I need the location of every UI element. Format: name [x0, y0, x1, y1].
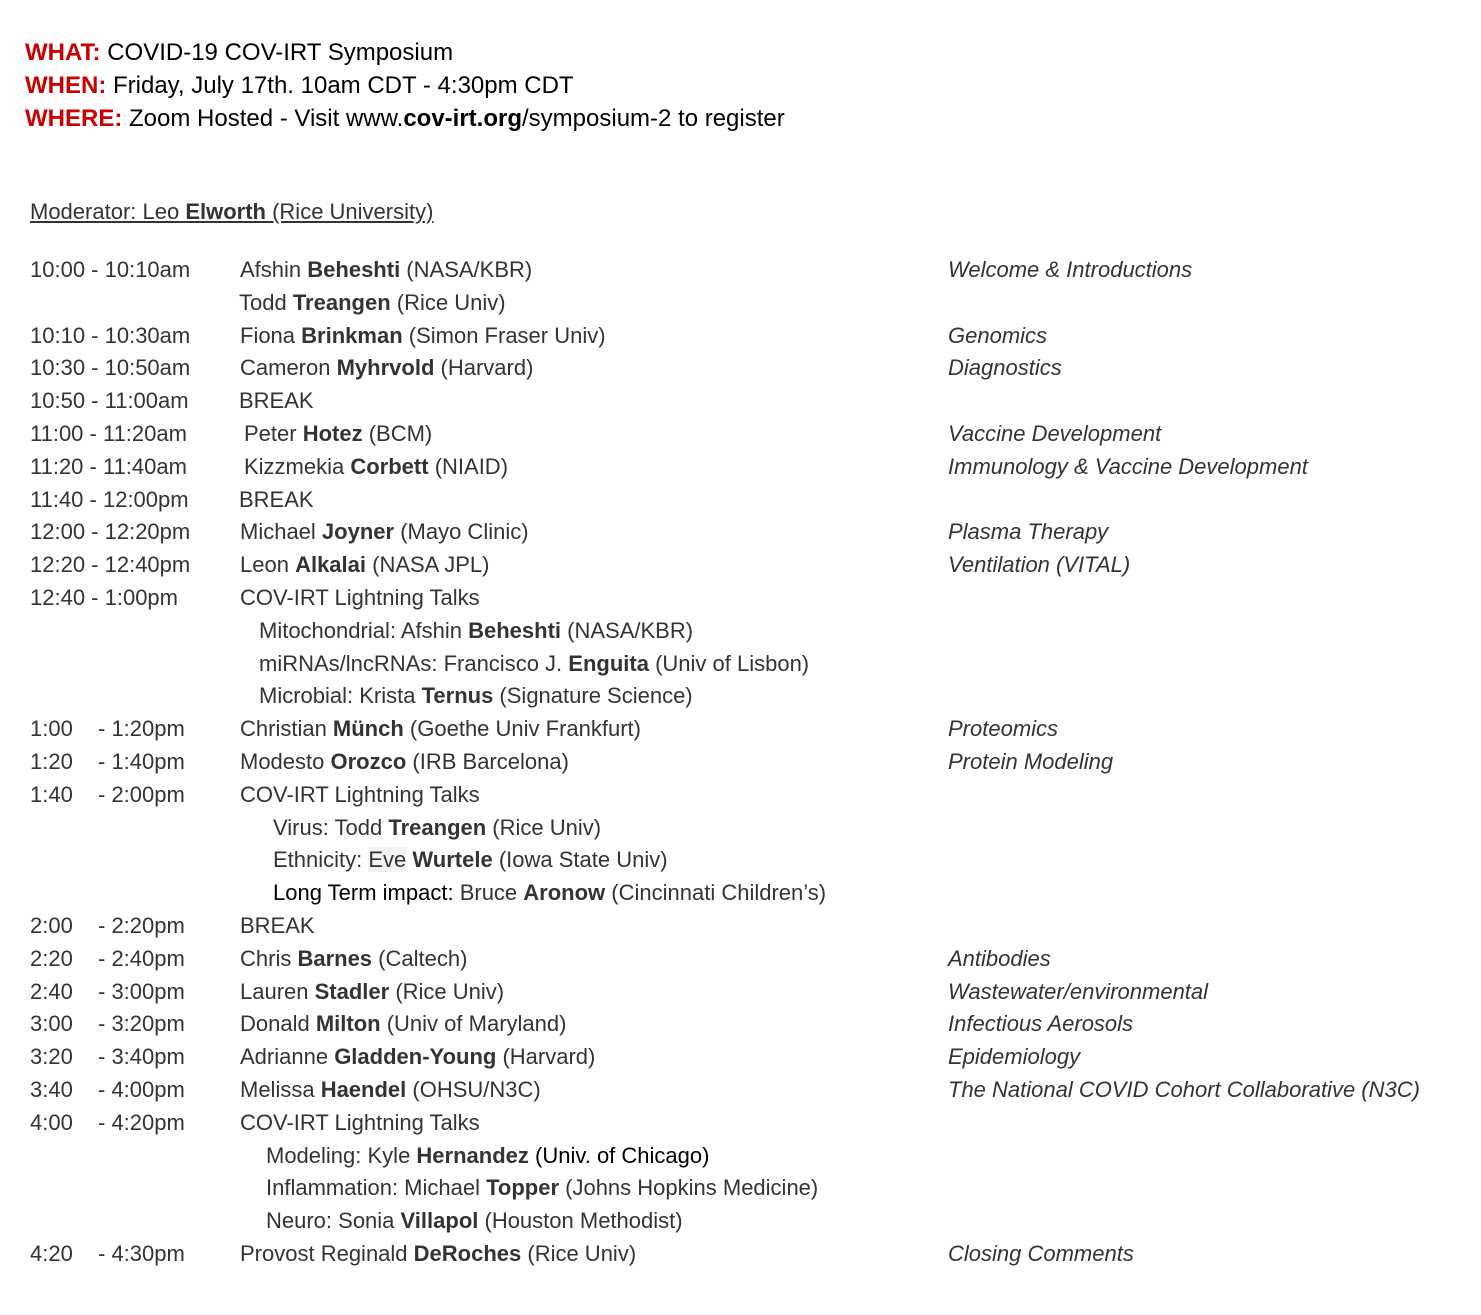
- speaker: [240, 943, 467, 976]
- speaker-first: Donald: [240, 1011, 316, 1037]
- time-slot: 10:00 - 10:10am: [30, 257, 191, 282]
- moderator-affiliation: (Rice University): [265, 199, 434, 224]
- session-topic: Welcome & Introductions: [948, 257, 1193, 282]
- talk-speaker-first: Inflammation: Michael: [266, 1175, 487, 1201]
- talk-speaker-last: Hernandez: [416, 1142, 529, 1168]
- lightning-talk: [266, 1140, 709, 1173]
- talk-speaker-first: Bruce: [453, 880, 524, 906]
- time-start: 4:00: [30, 1109, 73, 1135]
- talk-speaker-first: Neuro: Sonia: [266, 1208, 401, 1234]
- break-label: BREAK: [239, 388, 314, 414]
- talk-speaker-last: Villapol: [400, 1208, 479, 1234]
- lightning-talk: [259, 680, 693, 713]
- what-line: [25, 36, 785, 69]
- time-start: 3:40: [30, 1076, 73, 1102]
- time-start: 2:20: [30, 945, 73, 971]
- speaker: [240, 1041, 595, 1074]
- schedule-row: [0, 451, 1481, 484]
- lightning-talk-row: [0, 1205, 1481, 1238]
- when-line: [25, 69, 785, 102]
- schedule-row: [0, 943, 1481, 976]
- schedule-row: [0, 287, 1481, 320]
- break-label: BREAK: [240, 912, 315, 938]
- session-topic: Infectious Aerosols: [948, 1011, 1134, 1037]
- lightning-talk-row: [0, 615, 1481, 648]
- speaker: [240, 516, 529, 549]
- session-topic: Immunology & Vaccine Development: [948, 453, 1308, 479]
- schedule-row: [0, 1008, 1481, 1041]
- speaker: [239, 287, 506, 320]
- speaker-affiliation: (Harvard): [496, 1044, 596, 1070]
- talk-speaker-affiliation: (Houston Methodist): [478, 1208, 683, 1234]
- talk-speaker-last: Ternus: [421, 683, 494, 709]
- schedule-row: [0, 910, 1481, 943]
- schedule-row: [0, 352, 1481, 385]
- speaker-affiliation: (NASA/KBR): [400, 257, 533, 282]
- where-domain: cov-irt.org: [403, 105, 522, 132]
- where-suffix: /symposium-2 to register: [522, 105, 785, 132]
- time-end: - 3:00pm: [98, 978, 185, 1004]
- time-slot: 10:10 - 10:30am: [30, 322, 191, 348]
- what-label: WHAT:: [25, 39, 101, 66]
- moderator-line: [30, 197, 433, 227]
- speaker-last: Stadler: [314, 978, 390, 1004]
- session-topic: The National COVID Cohort Collaborative (N3C): [948, 1076, 1420, 1102]
- time-end: - 2:20pm: [98, 912, 185, 938]
- speaker-last: Orozco: [330, 748, 407, 774]
- schedule-row: [0, 320, 1481, 353]
- time-start: 1:20: [30, 748, 73, 774]
- time-slot: 10:30 - 10:50am: [30, 355, 191, 381]
- session-topic: Genomics: [948, 322, 1048, 348]
- speaker: [240, 976, 504, 1009]
- talk-speaker-affiliation: (Univ of Lisbon): [648, 650, 810, 676]
- talk-speaker-last: Wurtele: [412, 847, 493, 873]
- session-label: COV-IRT Lightning Talks: [240, 1109, 480, 1135]
- schedule-row: [0, 418, 1481, 451]
- time-end: - 4:00pm: [98, 1076, 185, 1102]
- time-end: - 3:40pm: [98, 1044, 185, 1070]
- time-start: 1:00: [30, 716, 73, 742]
- speaker-affiliation: (Simon Fraser Univ): [402, 322, 606, 348]
- session-topic: Plasma Therapy: [948, 519, 1109, 545]
- speaker: [240, 254, 532, 287]
- talk-speaker-affiliation: (NASA/KBR): [561, 617, 694, 643]
- schedule-row: [0, 1107, 1481, 1140]
- session-label: COV-IRT Lightning Talks: [240, 584, 480, 610]
- session-topic: Vaccine Development: [948, 420, 1162, 446]
- speaker-last: Myhrvold: [336, 355, 435, 381]
- talk-speaker-last: Beheshti: [468, 617, 562, 643]
- lightning-talk: [266, 1172, 818, 1205]
- speaker-first: Christian: [240, 716, 333, 742]
- schedule-row: [0, 254, 1481, 287]
- speaker-first: Leon: [240, 552, 296, 578]
- session-topic: Proteomics: [948, 716, 1059, 742]
- speaker-first: Afshin: [240, 257, 308, 282]
- speaker-affiliation: (Goethe Univ Frankfurt): [403, 716, 641, 742]
- speaker: [240, 746, 569, 779]
- time-slot: 11:40 - 12:00pm: [30, 486, 189, 512]
- speaker-last: Haendel: [320, 1076, 407, 1102]
- session-topic: Wastewater/environmental: [948, 978, 1209, 1004]
- speaker-first: Lauren: [240, 978, 315, 1004]
- where-prefix: Zoom Hosted - Visit www.: [129, 105, 404, 132]
- session-topic: Closing Comments: [948, 1240, 1134, 1266]
- speaker-affiliation: (Mayo Clinic): [394, 519, 529, 545]
- time-start: 3:20: [30, 1044, 73, 1070]
- talk-speaker-affiliation: (Iowa State Univ): [492, 847, 668, 873]
- speaker-affiliation: (BCM): [362, 420, 433, 446]
- what-value: COVID-19 COV-IRT Symposium: [107, 39, 454, 66]
- schedule-row: [0, 484, 1481, 517]
- where-line: [25, 102, 785, 135]
- lightning-talk: [273, 812, 601, 845]
- speaker-first: Adrianne: [240, 1044, 335, 1070]
- moderator-prefix: Moderator: Leo: [30, 199, 186, 224]
- speaker: [240, 1074, 541, 1107]
- speaker-first: Cameron: [240, 355, 337, 381]
- time-end: - 1:40pm: [98, 748, 185, 774]
- lightning-talk-row: [0, 1172, 1481, 1205]
- schedule-row: [0, 1041, 1481, 1074]
- session-topic: Epidemiology: [948, 1044, 1081, 1070]
- time-end: - 4:30pm: [98, 1240, 185, 1266]
- speaker-affiliation: (IRB Barcelona): [406, 748, 569, 774]
- speaker-last: Joyner: [321, 519, 395, 545]
- session-topic: Antibodies: [948, 945, 1051, 971]
- speaker-last: Alkalai: [295, 552, 366, 578]
- schedule-row: [0, 713, 1481, 746]
- time-start: 2:40: [30, 978, 73, 1004]
- time-slot: 10:50 - 11:00am: [30, 388, 189, 414]
- lightning-talk-row: [0, 680, 1481, 713]
- time-start: 2:00: [30, 912, 73, 938]
- speaker-last: Barnes: [297, 945, 373, 971]
- when-value: Friday, July 17th. 10am CDT - 4:30pm CDT: [113, 72, 574, 99]
- lightning-talk: [259, 648, 809, 681]
- lightning-talk-row: [0, 844, 1481, 877]
- lightning-talk: [259, 615, 693, 648]
- speaker-affiliation: (NIAID): [428, 453, 509, 479]
- time-start: 4:20: [30, 1240, 73, 1266]
- lightning-talk: [273, 844, 668, 877]
- lightning-talk-row: [0, 648, 1481, 681]
- time-slot: 12:00 - 12:20pm: [30, 519, 191, 545]
- speaker-first: Peter: [244, 420, 303, 446]
- speaker-first: Kizzmekia: [244, 453, 351, 479]
- lightning-talk: [273, 877, 826, 910]
- schedule-row: [0, 385, 1481, 418]
- speaker-last: DeRoches: [413, 1240, 522, 1266]
- speaker-first: Chris: [240, 945, 298, 971]
- speaker-affiliation: (Harvard): [434, 355, 534, 381]
- lightning-talk-row: [0, 1140, 1481, 1173]
- session-topic: Ventilation (VITAL): [948, 552, 1131, 578]
- speaker-last: Treangen: [292, 289, 391, 315]
- time-end: - 2:00pm: [98, 781, 185, 807]
- speaker-affiliation: (Rice Univ): [389, 978, 505, 1004]
- time-slot: 12:20 - 12:40pm: [30, 552, 191, 578]
- lightning-talk-row: [0, 877, 1481, 910]
- time-end: - 3:20pm: [98, 1011, 185, 1037]
- speaker-affiliation: (OHSU/N3C): [406, 1076, 541, 1102]
- speaker-affiliation: (Caltech): [372, 945, 468, 971]
- talk-speaker-affiliation: (Signature Science): [493, 683, 693, 709]
- time-slot: 11:20 - 11:40am: [30, 453, 187, 479]
- talk-speaker-last: Aronow: [523, 880, 606, 906]
- speaker: [244, 418, 432, 451]
- speaker: [240, 352, 533, 385]
- schedule-row: [0, 516, 1481, 549]
- where-label: WHERE:: [25, 105, 123, 132]
- speaker-last: Hotez: [302, 420, 363, 446]
- speaker: [240, 1008, 566, 1041]
- time-start: 1:40: [30, 781, 73, 807]
- speaker-last: Brinkman: [301, 322, 403, 348]
- time-end: - 1:20pm: [98, 716, 185, 742]
- schedule-row: [0, 976, 1481, 1009]
- speaker-affiliation: (Univ of Maryland): [380, 1011, 567, 1037]
- session-label: COV-IRT Lightning Talks: [240, 781, 480, 807]
- break-label: BREAK: [239, 486, 314, 512]
- schedule-row: [0, 1238, 1481, 1271]
- speaker-affiliation: (NASA JPL): [366, 552, 490, 578]
- schedule-row: [0, 779, 1481, 812]
- talk-speaker-first: Modeling: Kyle: [266, 1142, 417, 1168]
- speaker-last: Milton: [315, 1011, 381, 1037]
- schedule-row: [0, 582, 1481, 615]
- lightning-talk: [266, 1205, 683, 1238]
- talk-speaker-first: Eve: [368, 847, 407, 873]
- time-end: - 4:20pm: [98, 1109, 185, 1135]
- talk-speaker-affiliation: (Univ. of Chicago): [528, 1142, 710, 1168]
- time-slot: 11:00 - 11:20am: [30, 420, 187, 446]
- speaker: [244, 451, 508, 484]
- talk-speaker-affiliation: (Cincinnati Children’s): [605, 880, 827, 906]
- speaker-affiliation: (Rice Univ): [390, 289, 506, 315]
- when-label: WHEN:: [25, 72, 107, 99]
- lightning-talk-row: [0, 812, 1481, 845]
- speaker-first: Modesto: [240, 748, 331, 774]
- moderator-name: Elworth: [185, 199, 266, 224]
- speaker-last: Beheshti: [307, 257, 401, 282]
- speaker-first: Todd: [239, 289, 293, 315]
- speaker: [240, 549, 489, 582]
- speaker-last: Gladden-Young: [334, 1044, 497, 1070]
- speaker-last: Corbett: [350, 453, 429, 479]
- talk-speaker-first: Mitochondrial: Afshin: [259, 617, 469, 643]
- event-header: [25, 36, 785, 135]
- speaker: [240, 1238, 636, 1271]
- speaker-affiliation: (Rice Univ): [521, 1240, 637, 1266]
- schedule-row: [0, 549, 1481, 582]
- time-start: 3:00: [30, 1011, 73, 1037]
- speaker-first: Fiona: [240, 322, 302, 348]
- talk-speaker-first: Virus: Todd: [273, 814, 389, 840]
- talk-speaker-first: miRNAs/lncRNAs: Francisco J.: [259, 650, 569, 676]
- talk-speaker-last: Topper: [486, 1175, 560, 1201]
- talk-topic: Long Term impact:: [273, 880, 454, 906]
- speaker-first: Michael: [240, 519, 322, 545]
- session-topic: Protein Modeling: [948, 748, 1114, 774]
- speaker-last: Münch: [332, 716, 404, 742]
- talk-speaker-first: Microbial: Krista: [259, 683, 422, 709]
- speaker: [240, 320, 606, 353]
- session-topic: Diagnostics: [948, 355, 1062, 381]
- time-slot: 12:40 - 1:00pm: [30, 584, 178, 610]
- talk-topic: Ethnicity:: [273, 847, 369, 873]
- talk-speaker-last: Enguita: [568, 650, 649, 676]
- talk-speaker-last: Treangen: [388, 814, 487, 840]
- speaker: [240, 713, 641, 746]
- speaker-first: Melissa: [240, 1076, 321, 1102]
- schedule-list: [0, 254, 1481, 1271]
- talk-speaker-affiliation: (Johns Hopkins Medicine): [559, 1175, 819, 1201]
- schedule-row: [0, 1074, 1481, 1107]
- speaker-first: Provost Reginald: [240, 1240, 414, 1266]
- talk-speaker-affiliation: (Rice Univ): [486, 814, 602, 840]
- time-end: - 2:40pm: [98, 945, 185, 971]
- schedule-row: [0, 746, 1481, 779]
